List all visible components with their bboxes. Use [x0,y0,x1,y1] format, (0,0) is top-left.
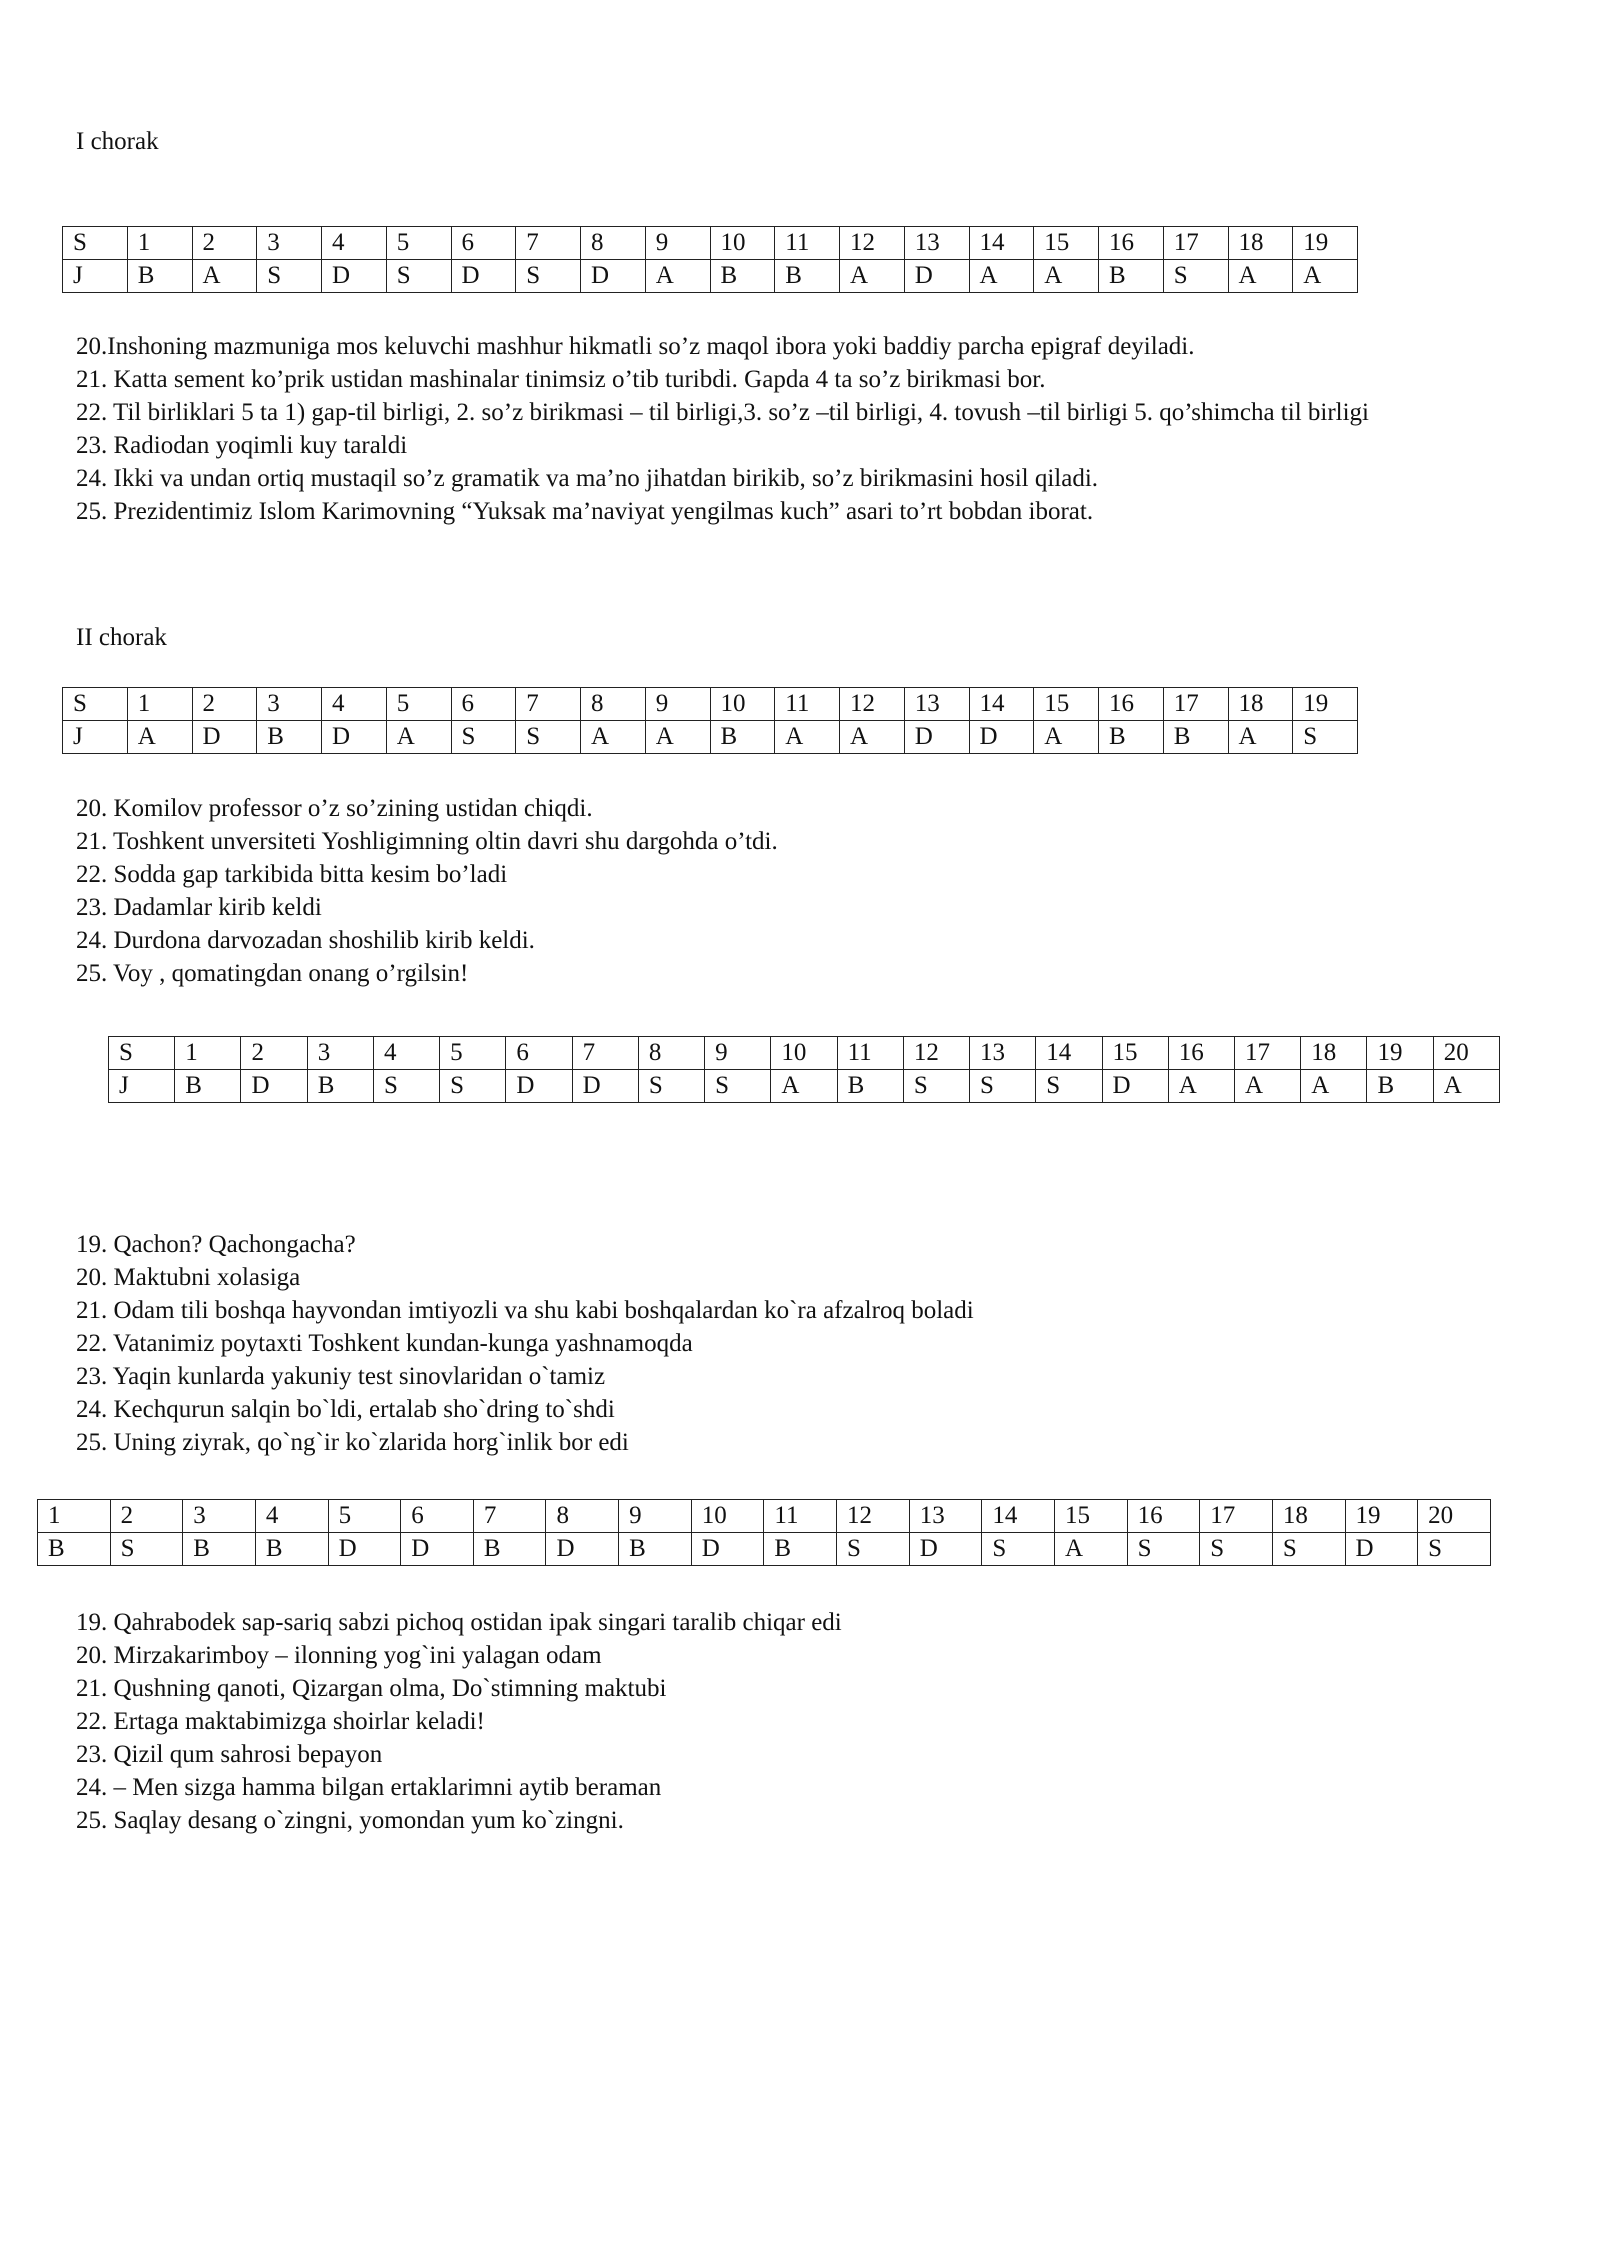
answer-cell: D [192,721,257,754]
answer-cell: A [840,260,905,293]
answer-row [109,1070,1500,1103]
answer-cell: A [581,721,646,754]
answer-text-line: 25. Saqlay desang o`zingni, yomondan yum ko`zingni. [76,1807,624,1834]
question-number-cell: 10 [710,688,775,721]
answer-cell: S [1127,1533,1200,1566]
question-number-cell: 15 [1034,688,1099,721]
question-number-cell: 15 [1034,227,1099,260]
question-number-cell: 7 [473,1500,546,1533]
answer-cell: D [322,260,387,293]
question-number-cell: 16 [1127,1500,1200,1533]
question-number-cell: 6 [451,227,516,260]
answer-cell: A [1054,1533,1127,1566]
answer-cell: S [110,1533,183,1566]
answer-cell: A [192,260,257,293]
question-number-cell: 4 [322,227,387,260]
answer-list [76,792,1496,990]
question-number-cell: 1 [38,1500,111,1533]
answer-text-line: 22. Til birliklari 5 ta 1) gap-til birligi, 2. so’z birikmasi – til birligi,3. so’z –til birligi, 4. tovush –til birligi 5. qo’shimcha til birligi [76,399,1369,426]
answer-text-line: 20. Mirzakarimboy – ilonning yog`ini yalagan odam [76,1642,602,1669]
question-number-cell: 7 [516,227,581,260]
question-number-cell: 6 [451,688,516,721]
question-number-cell: S [63,227,128,260]
section-heading: I chorak [76,128,159,155]
question-number-cell: S [63,688,128,721]
answer-text-line: 20. Komilov professor o’z so’zining ustidan chiqdi. [76,795,593,822]
question-number-cell: 18 [1228,688,1293,721]
section-heading: II chorak [76,624,167,651]
answer-text-line: 22. Ertaga maktabimizga shoirlar keladi! [76,1708,485,1735]
answer-text-line: 22. Sodda gap tarkibida bitta kesim bo’ladi [76,861,508,888]
question-number-cell: 7 [572,1037,638,1070]
answer-cell: A [645,721,710,754]
question-number-cell: 18 [1228,227,1293,260]
answer-text-line: 19. Qahrabodek sap-sariq sabzi pichoq ostidan ipak singari taralib chiqar edi [76,1609,842,1636]
question-number-cell: 4 [255,1500,328,1533]
question-number-cell: 13 [909,1500,982,1533]
question-number-cell: 19 [1293,227,1358,260]
question-number-cell: 17 [1200,1500,1273,1533]
answer-cell: B [775,260,840,293]
answer-text-line: 21. Qushning qanoti, Qizargan olma, Do`stimning maktubi [76,1675,667,1702]
question-number-cell: 9 [645,688,710,721]
question-number-cell: 18 [1272,1500,1345,1533]
answer-text-line: 25. Uning ziyrak, qo`ng`ir ko`zlarida horg`inlik bor edi [76,1429,629,1456]
question-number-cell: 3 [307,1037,373,1070]
answer-table [108,1036,1500,1103]
answer-cell: B [175,1070,241,1103]
answer-cell: A [127,721,192,754]
question-number-cell: 15 [1102,1037,1168,1070]
answer-cell: J [109,1070,175,1103]
question-number-cell: 8 [546,1500,619,1533]
answer-cell: S [1036,1070,1102,1103]
answer-cell: A [1433,1070,1499,1103]
answer-cell: A [969,260,1034,293]
answer-cell: D [581,260,646,293]
answer-cell: D [328,1533,401,1566]
question-number-cell: 20 [1433,1037,1499,1070]
answer-cell: D [451,260,516,293]
answer-cell: J [63,721,128,754]
answer-text-line: 22. Vatanimiz poytaxti Toshkent kundan-kunga yashnamoqda [76,1330,693,1357]
question-number-cell: 8 [581,688,646,721]
question-number-cell: 17 [1163,688,1228,721]
answer-cell: B [1367,1070,1433,1103]
answer-table [37,1499,1491,1566]
answer-cell: B [710,721,775,754]
question-number-row [63,688,1358,721]
answer-cell: A [771,1070,837,1103]
answer-table [62,687,1358,754]
answer-cell: S [516,260,581,293]
answer-text-line: 20.Inshoning mazmuniga mos keluvchi mashhur hikmatli so’z maqol ibora yoki baddiy parcha epigraf deyiladi. [76,333,1195,360]
question-number-cell: 3 [183,1500,256,1533]
question-number-cell: 14 [1036,1037,1102,1070]
question-number-cell: 19 [1293,688,1358,721]
answer-list [76,330,1496,528]
answer-text-line: 21. Katta sement ko’prik ustidan mashinalar tinimsiz o’tib turibdi. Gapda 4 ta so’z birikmasi bor. [76,366,1046,393]
question-number-cell: 2 [192,688,257,721]
answer-cell: A [645,260,710,293]
question-number-cell: 7 [516,688,581,721]
question-number-cell: 12 [837,1500,910,1533]
answer-cell: A [1301,1070,1367,1103]
question-number-cell: 19 [1367,1037,1433,1070]
question-number-cell: 6 [401,1500,474,1533]
question-number-cell: 6 [506,1037,572,1070]
answer-cell: D [904,721,969,754]
answer-cell: S [451,721,516,754]
question-number-cell: 9 [645,227,710,260]
answer-cell: S [373,1070,439,1103]
answer-row [38,1533,1491,1566]
answer-cell: B [255,1533,328,1566]
answer-cell: S [837,1533,910,1566]
question-number-cell: 1 [127,688,192,721]
answer-cell: B [1099,721,1164,754]
question-number-cell: 12 [840,227,905,260]
question-number-cell: 5 [440,1037,506,1070]
answer-text-line: 24. Ikki va undan ortiq mustaqil so’z gramatik va ma’no jihatdan birikib, so’z birikmasini hosil qiladi. [76,465,1099,492]
answer-text-line: 23. Radiodan yoqimli kuy taraldi [76,432,408,459]
answer-cell: S [970,1070,1036,1103]
question-number-cell: 16 [1099,227,1164,260]
answer-text-line: 25. Prezidentimiz Islom Karimovning “Yuksak ma’naviyat yengilmas kuch” asari to’rt bobdan iborat. [76,498,1094,525]
answer-cell: D [1102,1070,1168,1103]
question-number-cell: 14 [969,688,1034,721]
question-number-cell: 3 [257,688,322,721]
question-number-cell: 5 [386,227,451,260]
answer-cell: D [691,1533,764,1566]
question-number-cell: 9 [705,1037,771,1070]
question-number-cell: 2 [241,1037,307,1070]
answer-text-line: 19. Qachon? Qachongacha? [76,1231,356,1258]
question-number-cell: 8 [638,1037,704,1070]
question-number-cell: 10 [710,227,775,260]
answer-text-line: 21. Toshkent unversiteti Yoshligimning oltin davri shu dargohda o’tdi. [76,828,778,855]
answer-cell: D [506,1070,572,1103]
question-number-cell: 17 [1163,227,1228,260]
answer-table [62,226,1358,293]
answer-cell: B [307,1070,373,1103]
answer-row [63,721,1358,754]
answer-cell: A [1034,260,1099,293]
answer-cell: A [775,721,840,754]
answer-cell: B [183,1533,256,1566]
question-number-cell: 10 [771,1037,837,1070]
answer-cell: S [1272,1533,1345,1566]
answer-cell: D [546,1533,619,1566]
answer-cell: B [837,1070,903,1103]
question-number-cell: 12 [840,688,905,721]
answer-cell: B [127,260,192,293]
answer-cell: D [909,1533,982,1566]
question-number-cell: 13 [904,688,969,721]
answer-cell: S [1293,721,1358,754]
question-number-row [109,1037,1500,1070]
question-number-cell: 15 [1054,1500,1127,1533]
question-number-row [63,227,1358,260]
question-number-cell: 4 [322,688,387,721]
question-number-cell: 20 [1418,1500,1491,1533]
answer-cell: A [1168,1070,1234,1103]
answer-text-line: 24. Durdona darvozadan shoshilib kirib keldi. [76,927,535,954]
answer-cell: S [257,260,322,293]
answer-cell: S [705,1070,771,1103]
question-number-cell: 1 [127,227,192,260]
answer-list [76,1606,1496,1837]
answer-cell: A [1293,260,1358,293]
answer-cell: A [1228,721,1293,754]
question-number-cell: 11 [775,688,840,721]
question-number-cell: 14 [982,1500,1055,1533]
question-number-cell: 2 [110,1500,183,1533]
answer-cell: D [322,721,387,754]
answer-cell: D [1345,1533,1418,1566]
question-number-cell: 13 [904,227,969,260]
question-number-row [38,1500,1491,1533]
answer-cell: A [840,721,905,754]
answer-cell: S [1163,260,1228,293]
answer-cell: D [969,721,1034,754]
question-number-cell: 13 [970,1037,1036,1070]
question-number-cell: 1 [175,1037,241,1070]
answer-text-line: 23. Yaqin kunlarda yakuniy test sinovlaridan o`tamiz [76,1363,606,1390]
answer-cell: S [386,260,451,293]
question-number-cell: 16 [1099,688,1164,721]
answer-cell: A [1034,721,1099,754]
question-number-cell: 11 [764,1500,837,1533]
question-number-cell: 11 [837,1037,903,1070]
question-number-cell: 11 [775,227,840,260]
answer-cell: D [241,1070,307,1103]
question-number-cell: 10 [691,1500,764,1533]
answer-cell: A [1228,260,1293,293]
answer-cell: S [982,1533,1055,1566]
answer-cell: J [63,260,128,293]
question-number-cell: 19 [1345,1500,1418,1533]
answer-cell: S [1200,1533,1273,1566]
answer-cell: B [764,1533,837,1566]
answer-cell: D [904,260,969,293]
answer-cell: D [401,1533,474,1566]
question-number-cell: 14 [969,227,1034,260]
answer-text-line: 25. Voy , qomatingdan onang o’rgilsin! [76,960,469,987]
answer-cell: A [1234,1070,1300,1103]
answer-cell: A [386,721,451,754]
answer-cell: D [572,1070,638,1103]
answer-cell: B [710,260,775,293]
question-number-cell: 17 [1234,1037,1300,1070]
answer-cell: B [619,1533,692,1566]
question-number-cell: 5 [386,688,451,721]
answer-row [63,260,1358,293]
question-number-cell: 16 [1168,1037,1234,1070]
answer-cell: B [473,1533,546,1566]
answer-list [76,1228,1496,1459]
question-number-cell: S [109,1037,175,1070]
question-number-cell: 4 [373,1037,439,1070]
answer-text-line: 20. Maktubni xolasiga [76,1264,301,1291]
question-number-cell: 12 [903,1037,969,1070]
answer-cell: S [440,1070,506,1103]
question-number-cell: 8 [581,227,646,260]
answer-text-line: 24. Kechqurun salqin bo`ldi, ertalab sho`dring to`shdi [76,1396,615,1423]
question-number-cell: 9 [619,1500,692,1533]
answer-text-line: 23. Qizil qum sahrosi bepayon [76,1741,383,1768]
answer-cell: B [38,1533,111,1566]
question-number-cell: 3 [257,227,322,260]
answer-text-line: 23. Dadamlar kirib keldi [76,894,322,921]
answer-cell: S [903,1070,969,1103]
question-number-cell: 18 [1301,1037,1367,1070]
answer-cell: B [257,721,322,754]
answer-text-line: 24. – Men sizga hamma bilgan ertaklarimni aytib beraman [76,1774,662,1801]
answer-text-line: 21. Odam tili boshqa hayvondan imtiyozli va shu kabi boshqalardan ko`ra afzalroq boladi [76,1297,974,1324]
question-number-cell: 5 [328,1500,401,1533]
answer-cell: B [1099,260,1164,293]
answer-cell: B [1163,721,1228,754]
answer-cell: S [516,721,581,754]
answer-cell: S [1418,1533,1491,1566]
question-number-cell: 2 [192,227,257,260]
answer-cell: S [638,1070,704,1103]
